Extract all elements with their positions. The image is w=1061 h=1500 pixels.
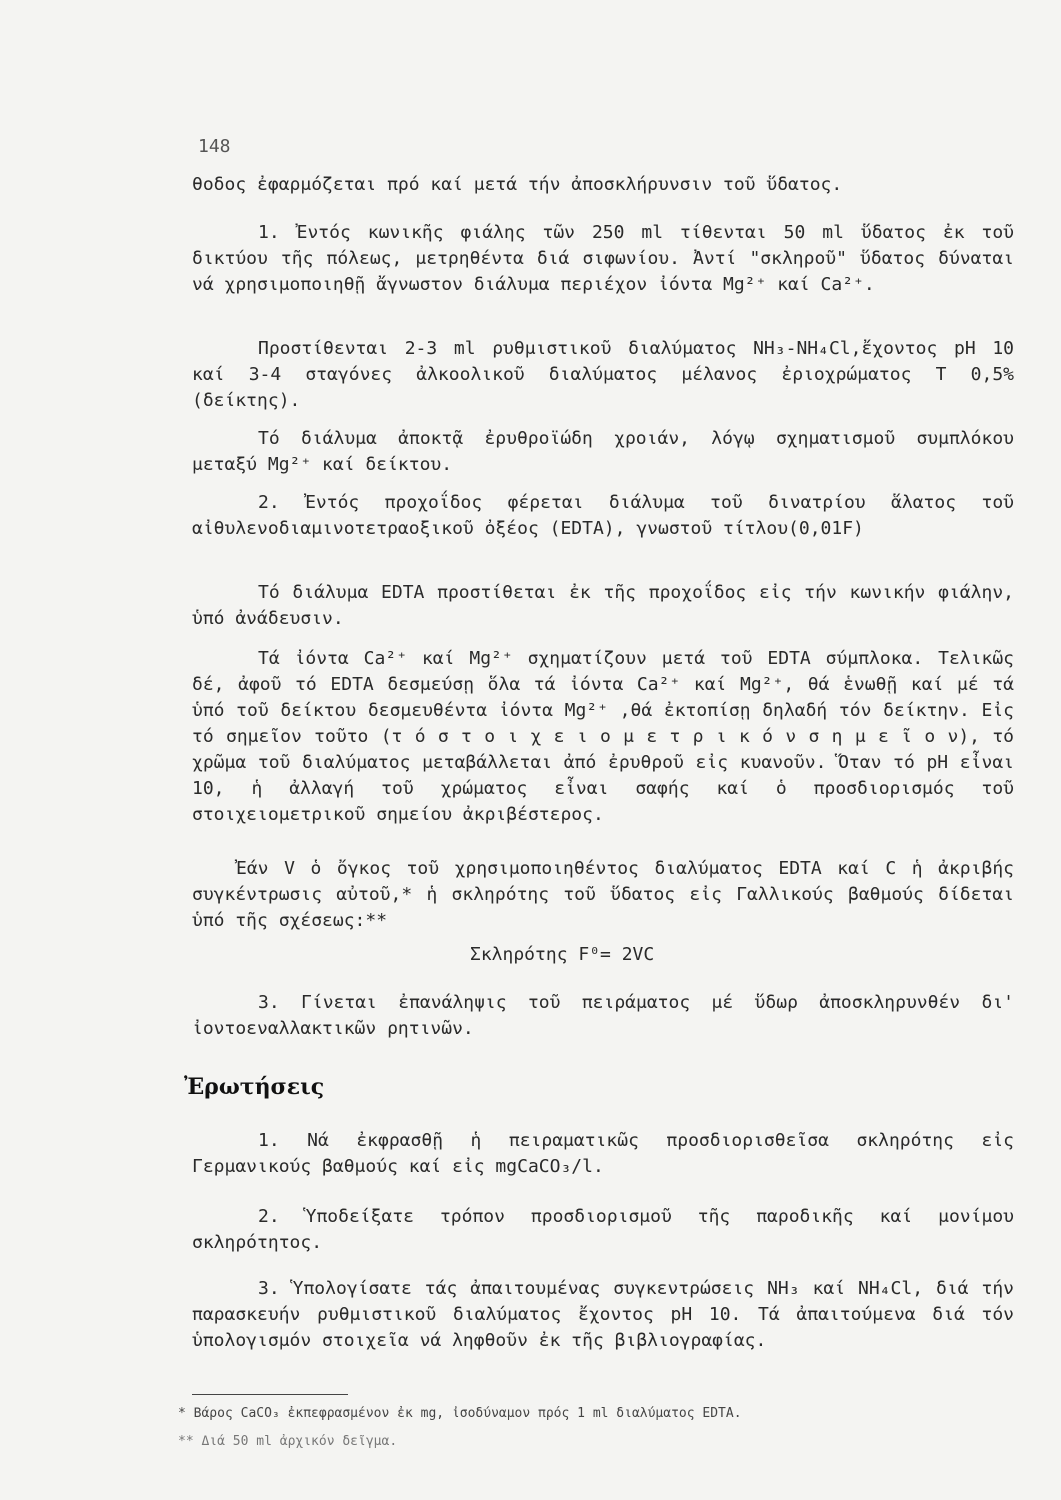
color-paragraph: Τό διάλυμα ἀποκτᾷ ἐρυθροϊώδη χροιάν, λόγῳ σχηματισμοῦ συμπλόκου μεταξύ Mg²⁺ καί δείκτου. [192, 428, 1014, 475]
hardness-formula: Σκληρότης F⁰= 2VC [470, 944, 655, 965]
question-1: 1. Νά ἐκφρασθῇ ἡ πειραματικῶς προσδιορισθεῖσα σκληρότης εἰς Γερμανικούς βαθμούς καί εἰς mgCaCO₃/l. [192, 1130, 1014, 1177]
buffer-addition-paragraph: Προστίθενται 2-3 ml ρυθμιστικοῦ διαλύματος NH₃-NH₄Cl,ἔχοντος pH 10 καί 3-4 σταγόνες ἀλκοολικοῦ διαλύματος μέλανος ἐριοχρώματος T 0,5% (δείκτης). [192, 338, 1014, 411]
footnote-separator [192, 1394, 348, 1395]
page-number: 148 [198, 136, 231, 157]
hardness-definition-paragraph: Ἐάν V ὁ ὄγκος τοῦ χρησιμοποιηθέντος διαλύματος EDTA καί C ἡ ἀκριβής συγκέντρωσις αὐτοῦ,* ἡ σκληρότης τοῦ ὕδατος εἰς Γαλλικούς βαθμούς δίδεται ὑπό τῆς σχέσεως:** [192, 858, 1014, 931]
endpoint-paragraph: Τά ἰόντα Ca²⁺ καί Mg²⁺ σχηματίζουν μετά τοῦ EDTA σύμπλοκα. Τελικῶς δέ, ἀφοῦ τό EDTA δεσμεύσῃ ὅλα τά ἰόντα Ca²⁺ καί Mg²⁺, θά ἑνωθῇ καί μέ τά ὑπό τοῦ δείκτου δεσμευθέντα ἰόντα Mg²⁺ ,θά ἐκτοπίσῃ δηλαδή τόν δείκτην. Εἰς τό σημεῖον τοῦτο (τ ό σ τ ο ι χ ε ι ο μ ε τ ρ ι κ ό ν σ η μ ε ῖ ο ν), τό χρῶμα τοῦ διαλύματος μεταβάλλεται ἀπό ἐρυθροῦ εἰς κυανοῦν. Ὅταν τό pH εἶναι 10, ἡ ἀλλαγή τοῦ χρώματος εἶναι σαφής καί ὁ προσδιορισμός τοῦ στοιχειομετρικοῦ σημείου ἀκριβέστερος. [192, 648, 1014, 825]
intro-line: θοδος ἐφαρμόζεται πρό καί μετά τήν ἀποσκλήρυνσιν τοῦ ὕδατος. [192, 174, 843, 195]
footnote-2: ** Διά 50 ml ἀρχικόν δεῖγμα. [178, 1434, 398, 1449]
questions-heading: Ἐρωτήσεις [184, 1074, 325, 1100]
procedure-step-1: 1. Ἐντός κωνικῆς φιάλης τῶν 250 ml τίθενται 50 ml ὕδατος ἐκ τοῦ δικτύου τῆς πόλεως, μετρηθέντα διά σιφωνίου. Ἀντί "σκληροῦ" ὕδατος δύναται νά χρησιμοποιηθῇ ἄγνωστον διάλυμα περιέχον ἰόντα Mg²⁺ καί Ca²⁺. [192, 222, 1014, 295]
procedure-step-3: 3. Γίνεται ἐπανάληψις τοῦ πειράματος μέ ὕδωρ ἀποσκληρυνθέν δι' ἰοντοεναλλακτικῶν ρητινῶν. [192, 992, 1014, 1039]
procedure-step-2: 2. Ἐντός προχοΐδος φέρεται διάλυμα τοῦ δινατρίου ἅλατος τοῦ αἰθυλενοδιαμινοτετραοξικοῦ ὀξέος (EDTA), γνωστοῦ τίτλου(0,01F) [192, 492, 1014, 539]
titration-paragraph: Τό διάλυμα EDTA προστίθεται ἐκ τῆς προχοΐδος εἰς τήν κωνικήν φιάλην, ὑπό ἀνάδευσιν. [192, 582, 1014, 629]
question-3: 3. Ὑπολογίσατε τάς ἀπαιτουμένας συγκεντρώσεις NH₃ καί NH₄Cl, διά τήν παρασκευήν ρυθμιστικοῦ διαλύματος ἔχοντος pH 10. Τά ἀπαιτούμενα διά τόν ὑπολογισμόν στοιχεῖα νά ληφθοῦν ἐκ τῆς βιβλιογραφίας. [192, 1278, 1014, 1351]
footnote-1: * Βάρος CaCO₃ ἐκπεφρασμένον ἐκ mg, ἰσοδύναμον πρός 1 ml διαλύματος EDTA. [178, 1406, 742, 1421]
question-2: 2. Ὑποδείξατε τρόπον προσδιορισμοῦ τῆς παροδικῆς καί μονίμου σκληρότητος. [192, 1206, 1014, 1253]
